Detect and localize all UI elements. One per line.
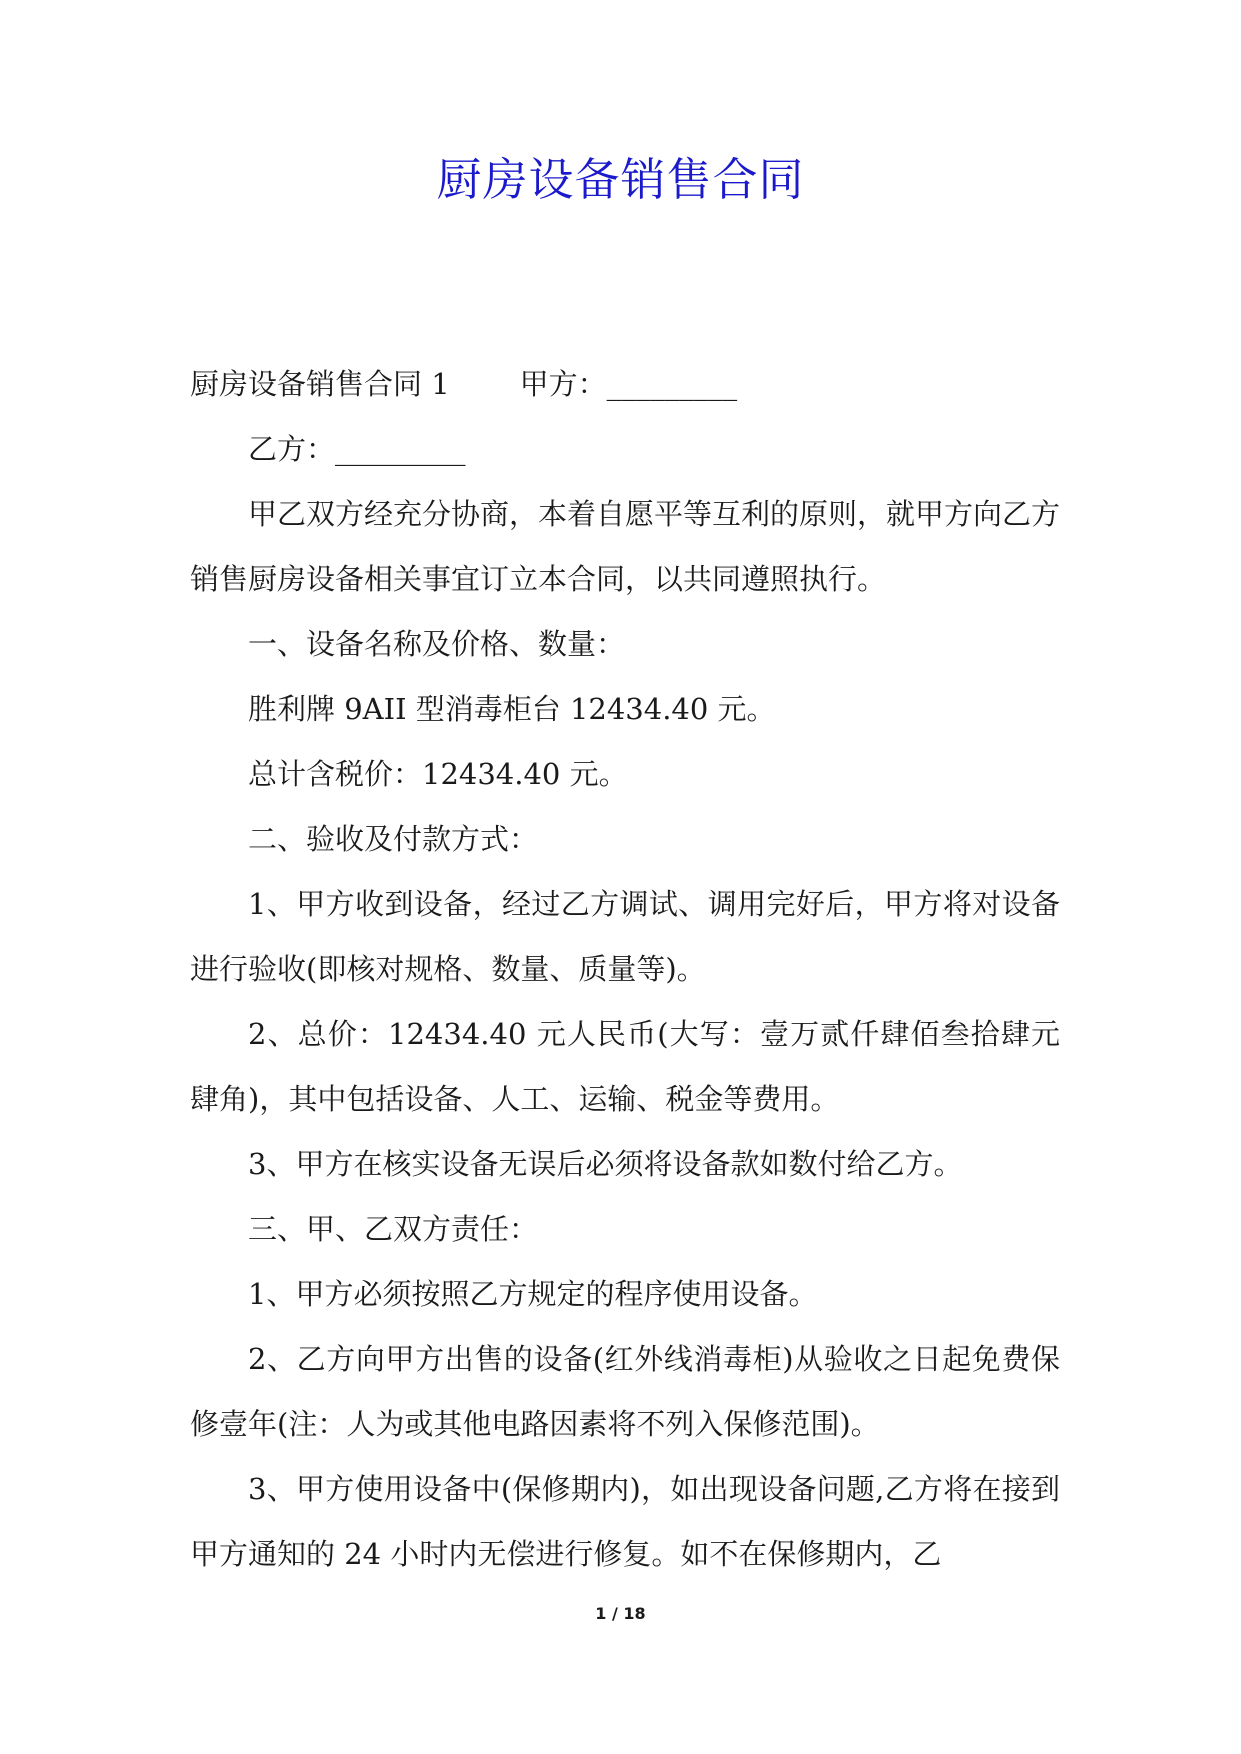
- equipment-item: 胜利牌 9AII 型消毒柜台 12434.40 元。: [248, 692, 776, 726]
- total-price: 总计含税价：12434.40 元。: [248, 757, 628, 791]
- payment-clause-2: 2、总价：12434.40 元人民币(大写：壹万贰仟肆佰叁拾肆元肆角)，其中包括设备、人工、运输、税金等费用。: [190, 1017, 1060, 1116]
- contract-heading: 厨房设备销售合同 1: [190, 367, 450, 401]
- contract-header-line: [190, 352, 1060, 417]
- responsibility-clause-1: 1、甲方必须按照乙方规定的程序使用设备。: [248, 1277, 818, 1311]
- party-b-field: 乙方：_________: [248, 432, 466, 466]
- section-three-heading: 三、甲、乙双方责任：: [248, 1212, 539, 1246]
- document-title: 厨房设备销售合同: [436, 153, 805, 206]
- acceptance-clause-1: 1、甲方收到设备，经过乙方调试、调用完好后，甲方将对设备进行验收(即核对规格、数量、质量等)。: [190, 887, 1060, 986]
- section-two-heading: 二、验收及付款方式：: [248, 822, 539, 856]
- document-body: [190, 352, 1060, 1587]
- payment-clause-3: 3、甲方在核实设备无误后必须将设备款如数付给乙方。: [248, 1147, 963, 1181]
- section-one-heading: 一、设备名称及价格、数量：: [248, 627, 626, 661]
- responsibility-clause-2: 2、乙方向甲方出售的设备(红外线消毒柜)从验收之日起免费保修壹年(注：人为或其他电路因素将不列入保修范围)。: [190, 1342, 1060, 1441]
- party-a-field: 甲方：_________: [519, 367, 738, 401]
- intro-paragraph: 甲乙双方经充分协商，本着自愿平等互利的原则，就甲方向乙方销售厨房设备相关事宜订立本合同，以共同遵照执行。: [190, 497, 1061, 596]
- responsibility-clause-3: 3、甲方使用设备中(保修期内)，如出现设备问题,乙方将在接到甲方通知的 24 小时内无偿进行修复。如不在保修期内，乙: [190, 1472, 1060, 1571]
- page-number: 1 / 18: [595, 1604, 646, 1623]
